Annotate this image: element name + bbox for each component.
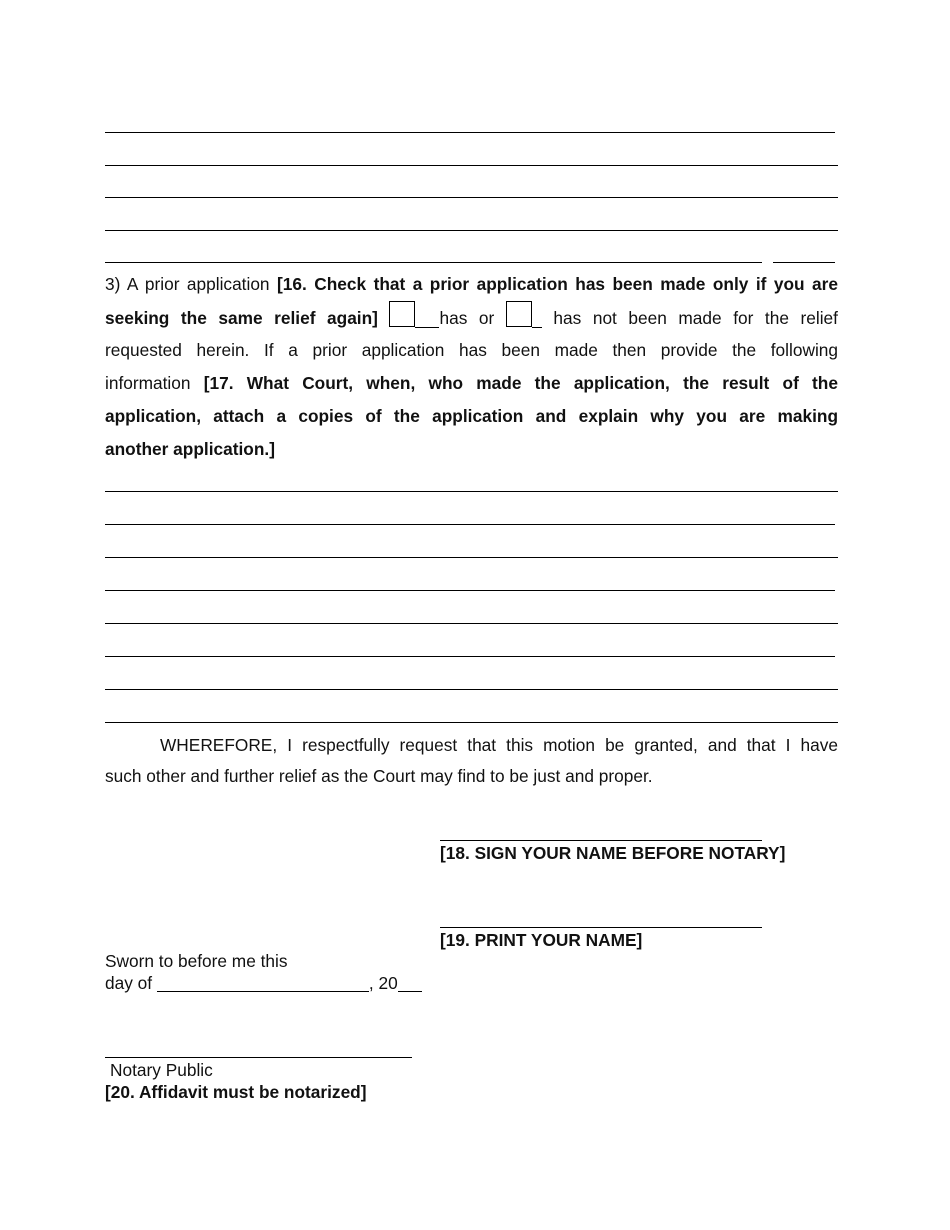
prior-application-paragraph xyxy=(105,268,838,466)
prior-application-line[interactable] xyxy=(105,491,838,492)
prior-application-line[interactable] xyxy=(105,623,838,624)
has-not-option-label: has not been made for the relief xyxy=(553,308,838,328)
answer-line-short[interactable] xyxy=(773,262,835,263)
section-3-intro: 3) A prior application xyxy=(105,274,270,294)
has-checkbox[interactable] xyxy=(389,301,415,327)
instruction-17-end: another application.] xyxy=(105,439,275,459)
signature-line[interactable] xyxy=(440,840,762,841)
prior-application-line[interactable] xyxy=(105,722,838,723)
notary-signature-line[interactable] xyxy=(105,1057,412,1058)
wherefore-line-2: such other and further relief as the Court may find to be just and proper. xyxy=(105,766,653,786)
section-3-line-3: requested herein. If a prior application has been made then provide the following xyxy=(105,340,838,360)
notarized-instruction: [20. Affidavit must be notarized] xyxy=(105,1082,367,1102)
day-of-row xyxy=(105,973,422,993)
prior-application-line[interactable] xyxy=(105,689,838,690)
print-name-line[interactable] xyxy=(440,927,762,928)
notary-public-label: Notary Public xyxy=(110,1060,213,1080)
instruction-17: [17. What Court, when, who made the application, the result of the xyxy=(203,373,838,393)
year-blank[interactable] xyxy=(398,973,422,992)
wherefore-line-1: WHEREFORE, I respectfully request that this motion be granted, and that I have xyxy=(160,735,838,755)
day-of-label: day of xyxy=(105,973,153,993)
answer-line[interactable] xyxy=(105,197,838,198)
print-name-label: [19. PRINT YOUR NAME] xyxy=(440,930,643,950)
has-not-checkbox[interactable] xyxy=(506,301,532,327)
has-blank xyxy=(415,307,439,328)
instruction-16: [16. Check that a prior application has been made only if you are xyxy=(277,274,838,294)
has-not-blank xyxy=(532,307,542,328)
wherefore-clause xyxy=(105,730,838,792)
has-option-label: has or xyxy=(439,308,495,328)
information-label: information xyxy=(105,373,191,393)
sign-name-label: [18. SIGN YOUR NAME BEFORE NOTARY] xyxy=(440,843,786,863)
answer-line[interactable] xyxy=(105,165,838,166)
prior-application-line[interactable] xyxy=(105,524,835,525)
instruction-17-cont: application, attach a copies of the application and explain why you are making xyxy=(105,406,838,426)
year-prefix: , 20 xyxy=(368,973,398,993)
day-of-blank[interactable] xyxy=(157,973,369,992)
answer-line[interactable] xyxy=(105,230,838,231)
sworn-text: Sworn to before me this xyxy=(105,951,288,971)
prior-application-line[interactable] xyxy=(105,656,835,657)
instruction-16-cont: seeking the same relief again] xyxy=(105,308,378,328)
prior-application-line[interactable] xyxy=(105,557,838,558)
answer-line[interactable] xyxy=(105,262,762,263)
answer-line[interactable] xyxy=(105,132,835,133)
prior-application-line[interactable] xyxy=(105,590,835,591)
